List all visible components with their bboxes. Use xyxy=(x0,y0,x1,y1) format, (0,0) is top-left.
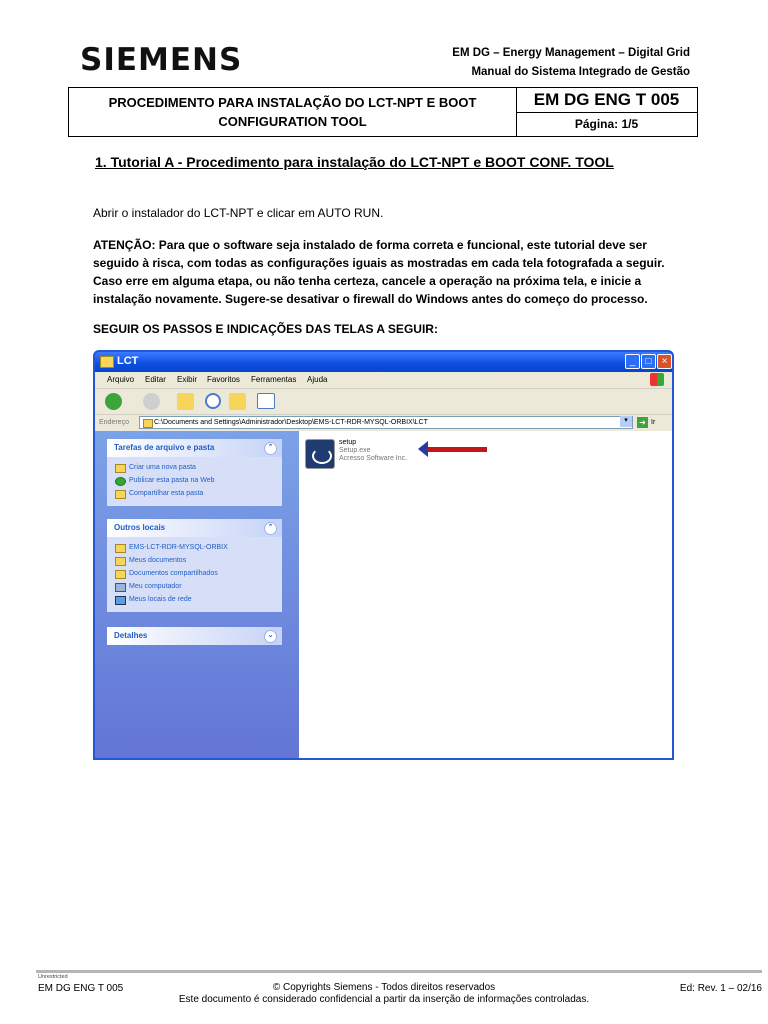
details-title: Detalhes xyxy=(114,631,148,640)
task-publish-web[interactable]: Publicar esta pasta na Web xyxy=(107,474,282,487)
tasks-panel-title: Tarefas de arquivo e pasta xyxy=(114,443,215,452)
menu-bar xyxy=(95,372,672,388)
details-panel xyxy=(107,627,282,645)
folder-icon xyxy=(115,570,126,579)
attention-paragraph: ATENÇÃO: Para que o software seja instalado de forma correta e funcional, este tutorial deve ser seguido à risca, com todas as configurações iguais as mostradas em cada tela fotografada a seguir. Caso erre em alguma etapa, ou não tenha certeza, cancele a operação na próxima tela, e inicie a instalação novamente. Sugere-se desativar o firewall do Windows antes do começo do processo. xyxy=(93,238,665,306)
address-bar xyxy=(95,414,672,431)
folders-icon[interactable] xyxy=(229,393,246,410)
place-shared-documents[interactable]: Documentos compartilhados xyxy=(107,567,282,580)
collapse-icon[interactable]: ⌃ xyxy=(264,442,277,455)
collapse-icon[interactable]: ⌃ xyxy=(264,522,277,535)
file-type: Setup.exe xyxy=(339,447,371,454)
document-code: EM DG ENG T 005 xyxy=(516,88,697,113)
minimize-icon[interactable]: _ xyxy=(625,354,640,369)
footer-divider xyxy=(36,970,762,973)
other-places-header[interactable] xyxy=(107,519,282,537)
setup-installer-icon[interactable] xyxy=(305,439,335,469)
back-icon[interactable] xyxy=(105,393,122,410)
explorer-window-screenshot xyxy=(93,350,674,760)
revision-text: Ed: Rev. 1 – 02/16 xyxy=(679,983,762,994)
place-my-documents[interactable]: Meus documentos xyxy=(107,554,282,567)
maximize-icon[interactable]: □ xyxy=(641,354,656,369)
header-line-2: Manual do Sistema Integrado de Gestão xyxy=(471,66,690,78)
folder-icon xyxy=(115,544,126,553)
windows-logo-icon xyxy=(650,373,664,386)
network-icon xyxy=(115,596,126,605)
confidential-text: Este documento é considerado confidencial a partir da inserção de informações controladas. xyxy=(178,994,590,1005)
copyright-text: © Copyrights Siemens - Todos direitos reservados xyxy=(272,982,496,993)
footer-doc-code: EM DG ENG T 005 xyxy=(38,983,124,994)
window-titlebar xyxy=(95,352,672,372)
setup-file-item[interactable] xyxy=(339,439,407,463)
file-company: Acresso Software Inc. xyxy=(339,455,408,462)
go-arrow-icon[interactable]: ➜ xyxy=(637,417,648,428)
folder-icon xyxy=(143,419,153,428)
title-line-2: CONFIGURATION TOOL xyxy=(218,114,367,129)
classification-label: Unrestricted xyxy=(38,974,68,980)
go-label[interactable]: Ir xyxy=(651,419,656,426)
toolbar xyxy=(95,388,672,415)
folder-icon xyxy=(100,356,114,368)
task-pane xyxy=(95,431,299,758)
other-places-panel xyxy=(107,519,282,612)
place-network[interactable]: Meus locais de rede xyxy=(107,593,282,606)
task-new-folder[interactable]: Criar uma nova pasta xyxy=(107,461,282,474)
place-ems-folder[interactable]: EMS-LCT-RDR-MYSQL-ORBIX xyxy=(107,541,282,554)
address-label: Endereço xyxy=(99,419,129,426)
new-folder-icon xyxy=(115,464,126,473)
title-box xyxy=(68,87,698,137)
header-line-1: EM DG – Energy Management – Digital Grid xyxy=(452,47,690,59)
file-name: setup xyxy=(339,439,357,446)
menu-favoritos[interactable]: Favoritos xyxy=(207,375,240,384)
up-folder-icon[interactable] xyxy=(177,393,194,410)
menu-editar[interactable]: Editar xyxy=(145,375,166,384)
expand-icon[interactable]: ⌄ xyxy=(264,630,277,643)
steps-heading: SEGUIR OS PASSOS E INDICAÇÕES DAS TELAS A SEGUIR: xyxy=(93,322,438,336)
chevron-down-icon[interactable]: ▾ xyxy=(620,416,632,427)
footer-center xyxy=(0,982,768,1006)
menu-arquivo[interactable]: Arquivo xyxy=(107,375,135,384)
search-icon[interactable] xyxy=(205,393,221,409)
address-path: C:\Documents and Settings\Administrador\Desktop\EMS-LCT-RDR-MYSQL-ORBIX\LCT xyxy=(154,419,428,426)
red-arrow-annotation xyxy=(427,447,487,452)
task-share-folder[interactable]: Compartilhar esta pasta xyxy=(107,487,282,500)
forward-icon[interactable] xyxy=(143,393,160,410)
page-number: Página: 1/5 xyxy=(574,117,639,131)
menu-ferramentas[interactable]: Ferramentas xyxy=(251,375,297,384)
place-my-computer[interactable]: Meu computador xyxy=(107,580,282,593)
folder-icon xyxy=(115,557,126,566)
tasks-panel-header[interactable] xyxy=(107,439,282,457)
views-icon[interactable] xyxy=(257,393,275,409)
header-info xyxy=(452,44,690,82)
section-heading: 1. Tutorial A - Procedimento para instalação do LCT-NPT e BOOT CONF. TOOL xyxy=(95,154,614,170)
title-line-1: PROCEDIMENTO PARA INSTALAÇÃO DO LCT-NPT E BOOT xyxy=(108,95,477,110)
other-places-title: Outros locais xyxy=(114,523,166,532)
siemens-logo: SIEMENS xyxy=(80,42,243,78)
address-field[interactable] xyxy=(139,416,633,429)
close-icon[interactable]: × xyxy=(657,354,672,369)
menu-ajuda[interactable]: Ajuda xyxy=(307,375,328,384)
globe-icon xyxy=(115,477,126,486)
details-header[interactable] xyxy=(107,627,282,645)
menu-exibir[interactable]: Exibir xyxy=(177,375,198,384)
computer-icon xyxy=(115,583,126,592)
file-list-pane xyxy=(299,431,672,758)
document-title xyxy=(69,88,517,136)
share-folder-icon xyxy=(115,490,126,499)
window-title: LCT xyxy=(117,355,139,367)
tasks-panel xyxy=(107,439,282,506)
instruction-paragraph: Abrir o instalador do LCT-NPT e clicar em AUTO RUN. xyxy=(93,206,384,220)
